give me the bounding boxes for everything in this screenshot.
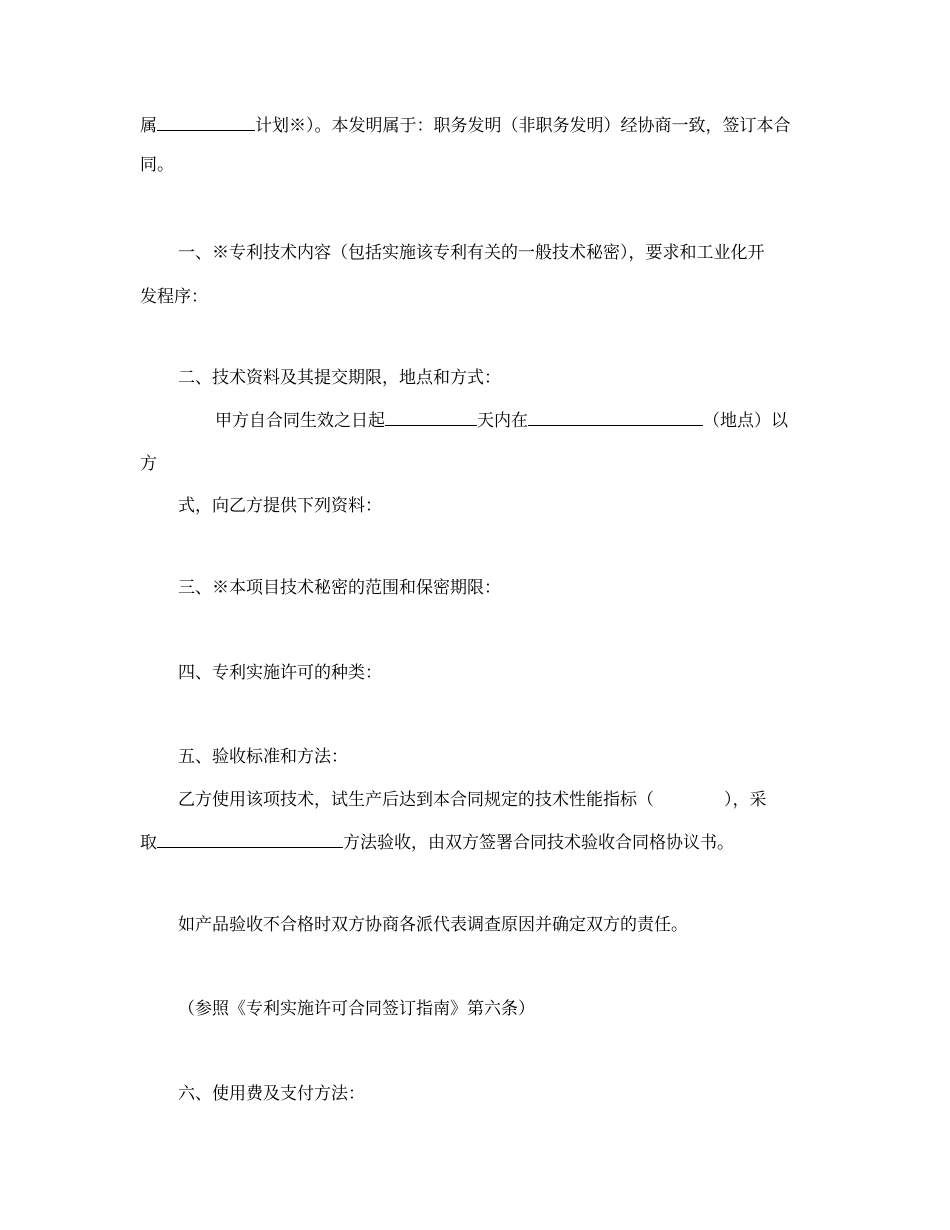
section-5-line-2 bbox=[140, 830, 734, 855]
section-5-line-1 bbox=[178, 788, 767, 812]
text-segment: 发程序： bbox=[140, 287, 208, 307]
text-segment: 如产品验收不合格时双方协商各派代表调查原因并确定双方的责任。 bbox=[178, 915, 688, 935]
section-2-line-3 bbox=[178, 494, 382, 518]
section-2-heading bbox=[178, 366, 501, 390]
section-6-heading bbox=[178, 1082, 365, 1106]
text-segment: 三、※本项目技术秘密的范围和保密期限： bbox=[178, 578, 501, 598]
section-4-heading bbox=[178, 661, 382, 685]
section-5-paragraph-2 bbox=[178, 913, 688, 937]
text-segment: ），采 bbox=[724, 790, 767, 810]
text-segment: 方法验收，由双方签署合同技术验收合同格协议书。 bbox=[343, 833, 734, 853]
text-segment: 四、专利实施许可的种类： bbox=[178, 663, 382, 683]
text-segment: 计划※）。本发明属于：职务发明（非职务发明）经协商一致，签订本合 bbox=[255, 116, 791, 136]
text-segment: （参照《专利实施许可合同签订指南》第六条） bbox=[178, 999, 535, 1019]
paragraph-line-1 bbox=[140, 113, 791, 138]
text-segment: 属 bbox=[140, 116, 157, 136]
section-5-reference bbox=[178, 997, 535, 1021]
section-1-continuation bbox=[140, 285, 208, 309]
text-segment: 五、验收标准和方法： bbox=[178, 747, 348, 767]
text-segment: 乙方使用该项技术，试生产后达到本合同规定的技术性能指标（ bbox=[178, 790, 654, 810]
paragraph-line-2 bbox=[140, 153, 174, 177]
text-segment: 同。 bbox=[140, 155, 174, 175]
text-segment: 式，向乙方提供下列资料： bbox=[178, 496, 382, 516]
text-segment: 取 bbox=[140, 833, 157, 853]
text-segment: 方 bbox=[140, 454, 157, 474]
text-segment: （地点）以 bbox=[703, 411, 788, 431]
text-segment: 一、※专利技术内容（包括实施该专利有关的一般技术秘密），要求和工业化开 bbox=[178, 243, 765, 263]
section-3-heading bbox=[178, 576, 501, 600]
text-segment: 甲方自合同生效之日起 bbox=[215, 411, 385, 431]
section-2-line-1 bbox=[215, 408, 788, 433]
fill-in-blank-location[interactable] bbox=[528, 408, 703, 426]
fill-in-blank-plan[interactable] bbox=[157, 113, 255, 131]
text-segment: 天内在 bbox=[477, 411, 528, 431]
text-segment: 二、技术资料及其提交期限，地点和方式： bbox=[178, 368, 501, 388]
section-5-heading bbox=[178, 745, 348, 769]
fill-in-blank-method[interactable] bbox=[157, 830, 343, 848]
section-1-heading bbox=[178, 241, 765, 265]
fill-in-blank-days[interactable] bbox=[385, 408, 477, 426]
section-2-line-2 bbox=[140, 452, 157, 476]
text-segment: 六、使用费及支付方法： bbox=[178, 1084, 365, 1104]
